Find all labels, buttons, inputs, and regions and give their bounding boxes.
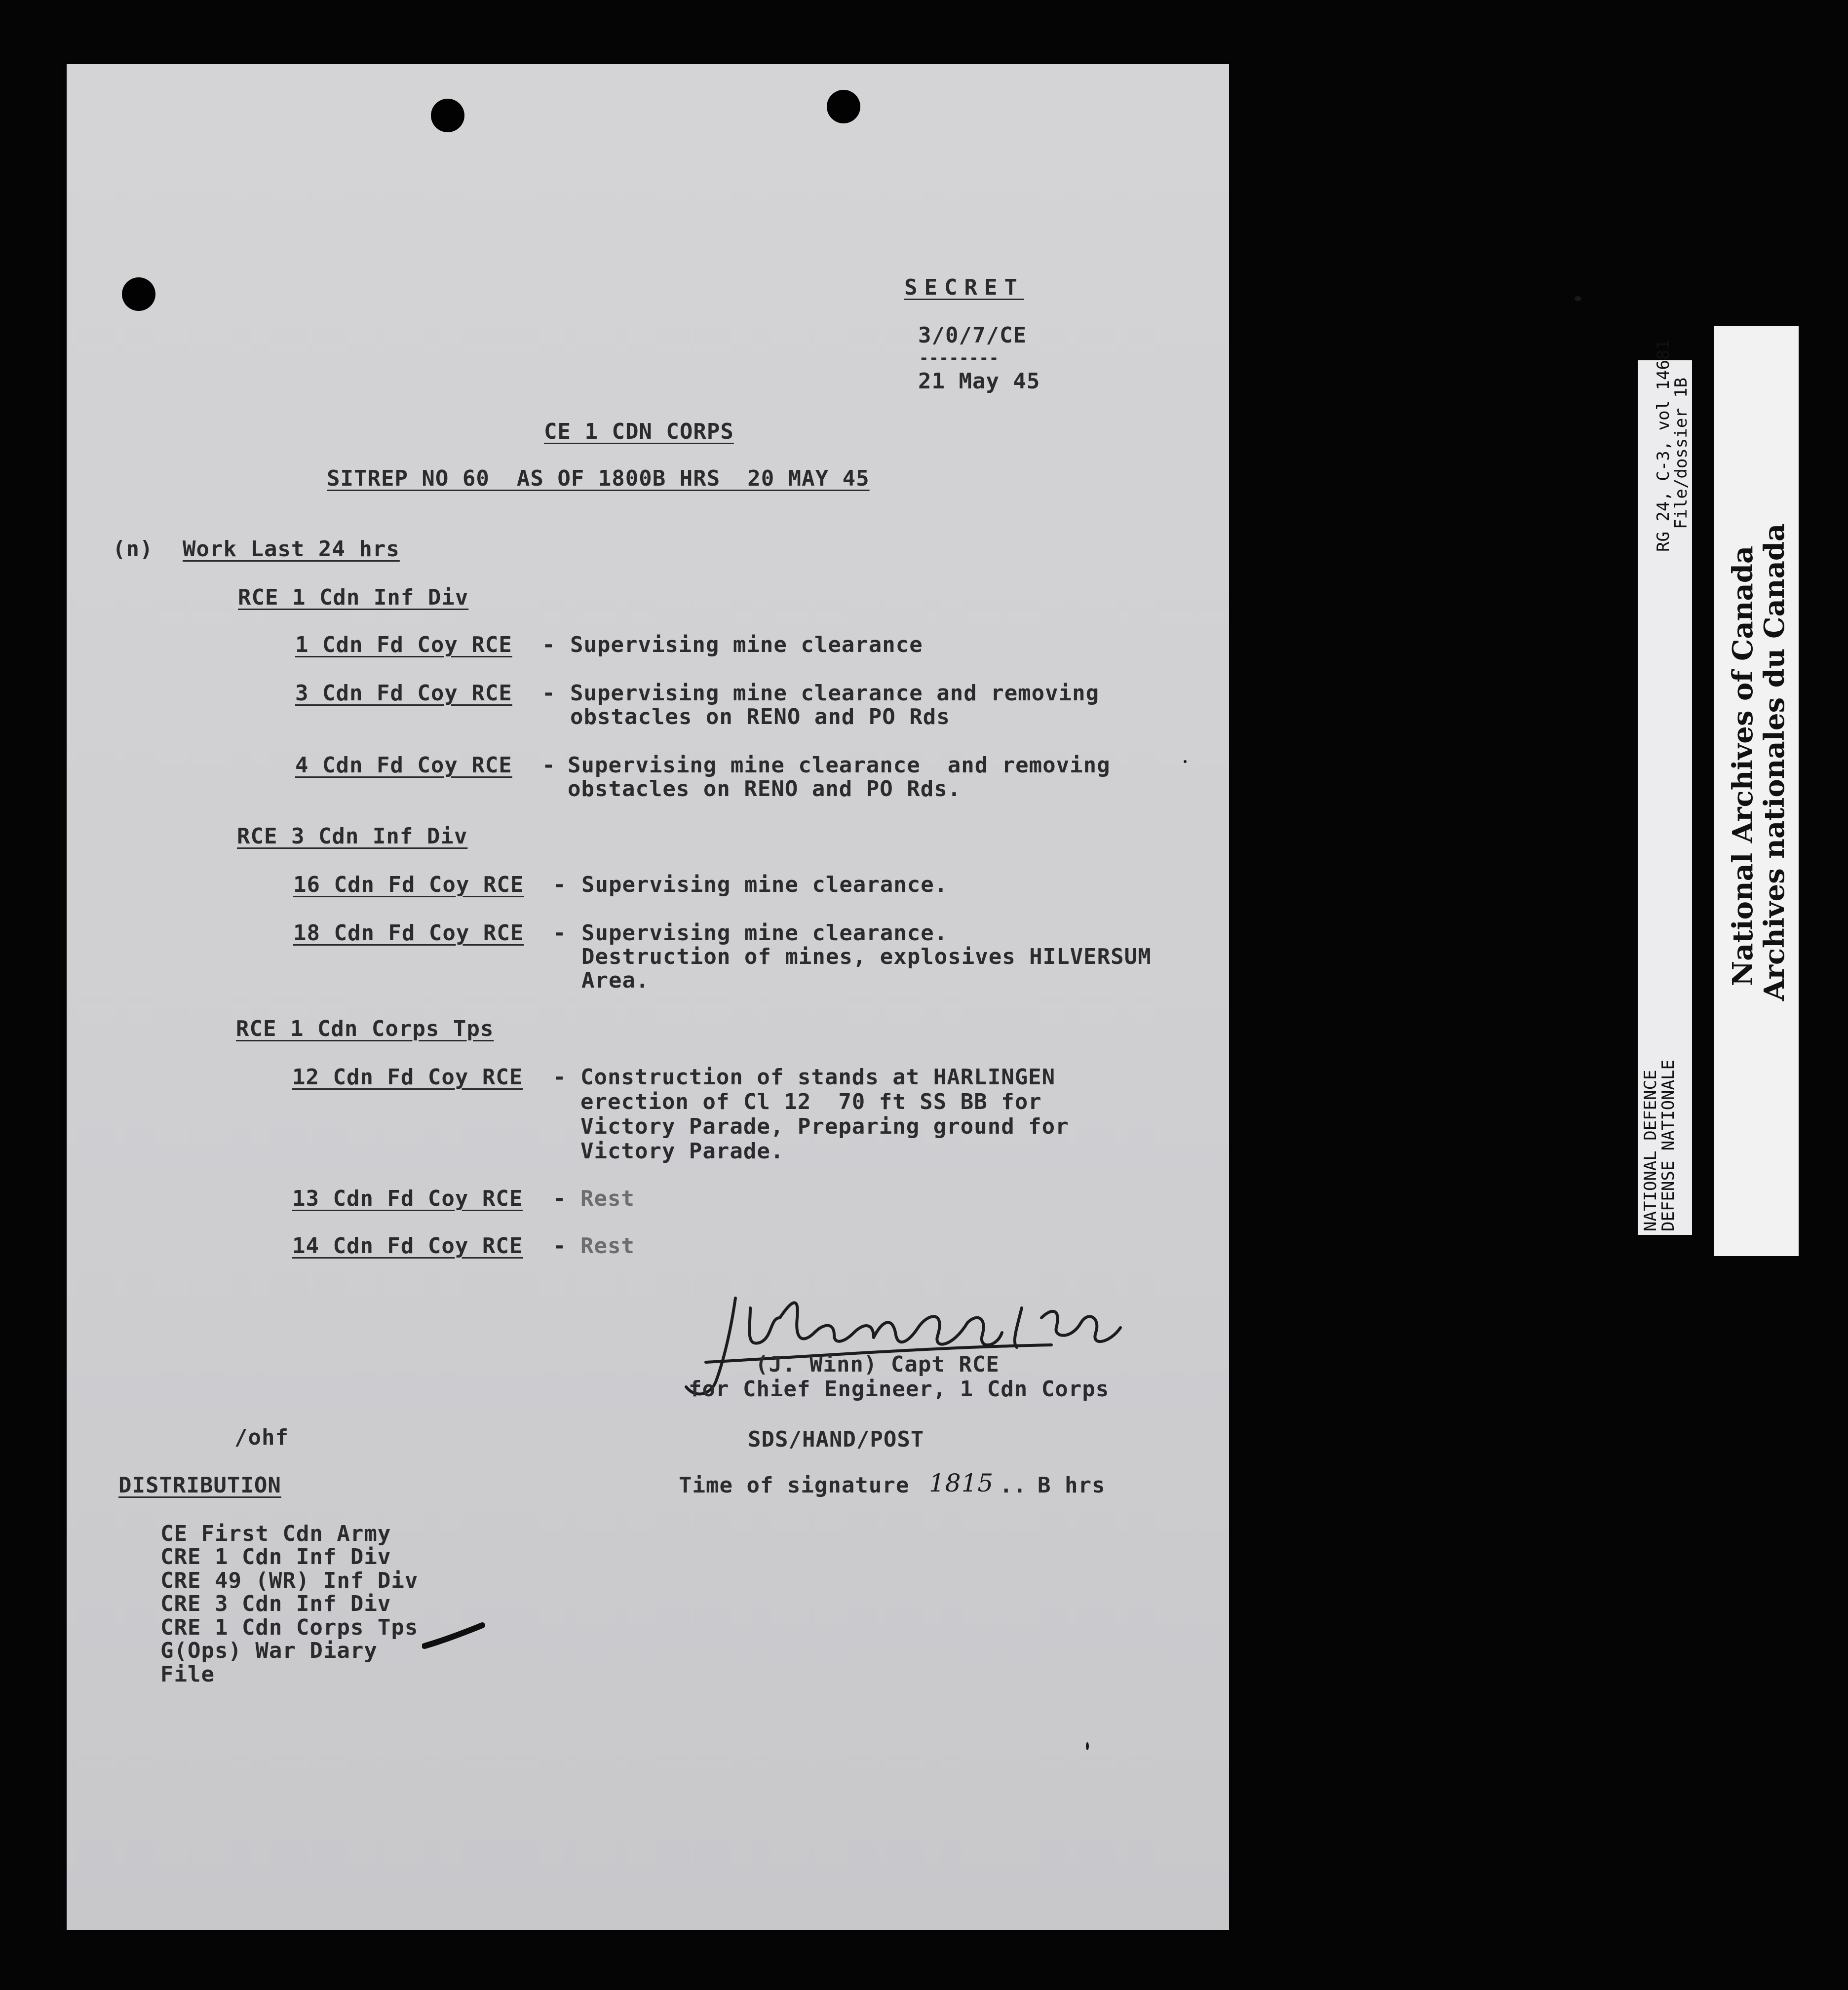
distribution-item: CRE 49 (WR) Inf Div bbox=[160, 1568, 419, 1593]
entry-dash: - bbox=[542, 632, 556, 657]
distribution-item: CRE 1 Cdn Corps Tps bbox=[160, 1615, 419, 1640]
entry-text: Area. bbox=[581, 968, 650, 993]
group-heading: RCE 3 Cdn Inf Div bbox=[237, 824, 468, 849]
signatory-name: (J. Winn) Capt RCE bbox=[755, 1352, 1000, 1377]
entry-text: erection of Cl 12 70 ft SS BB for bbox=[580, 1089, 1042, 1114]
archive-file: File/dossier 1B bbox=[1671, 377, 1691, 529]
reference-rule: -------- bbox=[919, 348, 1000, 367]
unit-name: 13 Cdn Fd Coy RCE bbox=[292, 1186, 523, 1211]
distribution-item: File bbox=[160, 1662, 215, 1687]
time-of-signature-suffix: B hrs bbox=[1038, 1473, 1106, 1498]
entry-text: Supervising mine clearance and removing bbox=[570, 681, 1100, 706]
distribution-item: G(Ops) War Diary bbox=[160, 1638, 378, 1663]
section-marker: (n) bbox=[113, 536, 154, 562]
punch-hole bbox=[431, 99, 464, 132]
department-en: NATIONAL DEFENCE bbox=[1641, 1070, 1660, 1231]
entry-dash: - bbox=[553, 1065, 567, 1090]
entry-text: Victory Parade. bbox=[580, 1139, 784, 1164]
entry-text: obstacles on RENO and PO Rds. bbox=[568, 776, 962, 802]
department-fr: DEFENSE NATIONALE bbox=[1658, 1060, 1678, 1231]
time-of-signature-label: Time of signature bbox=[679, 1473, 910, 1498]
report-date: 21 May 45 bbox=[918, 369, 1040, 394]
unit-name: 18 Cdn Fd Coy RCE bbox=[293, 920, 524, 946]
unit-name: 4 Cdn Fd Coy RCE bbox=[295, 753, 512, 778]
section-heading: Work Last 24 hrs bbox=[183, 536, 400, 562]
archives-name-en: National Archives of Canada bbox=[1727, 545, 1759, 986]
entry-dash: - bbox=[553, 920, 567, 946]
file-reference: 3/0/7/CE bbox=[918, 323, 1027, 348]
entry-dash: - bbox=[553, 1233, 567, 1259]
time-of-signature-value: 1815 bbox=[929, 1469, 994, 1497]
unit-name: 12 Cdn Fd Coy RCE bbox=[292, 1065, 523, 1090]
speck bbox=[1086, 1742, 1089, 1750]
punch-hole bbox=[827, 90, 860, 123]
entry-text: Supervising mine clearance. bbox=[581, 872, 948, 897]
entry-text: Construction of stands at HARLINGEN bbox=[580, 1065, 1056, 1090]
unit-name: 1 Cdn Fd Coy RCE bbox=[295, 632, 512, 657]
entry-dash: - bbox=[542, 681, 556, 706]
unit-name: 14 Cdn Fd Coy RCE bbox=[292, 1233, 523, 1259]
entry-text: Rest bbox=[580, 1186, 635, 1211]
report-subtitle: SITREP NO 60 AS OF 1800B HRS 20 MAY 45 bbox=[327, 466, 870, 491]
distribution-item: CRE 3 Cdn Inf Div bbox=[160, 1591, 391, 1616]
speck bbox=[1184, 760, 1187, 763]
punch-hole bbox=[122, 277, 155, 311]
unit-name: 3 Cdn Fd Coy RCE bbox=[295, 681, 512, 706]
pen-mark bbox=[422, 1621, 486, 1651]
unit-name: 16 Cdn Fd Coy RCE bbox=[293, 872, 524, 897]
archives-name-fr: Archives nationales du Canada bbox=[1758, 523, 1791, 1001]
distribution-item: CE First Cdn Army bbox=[160, 1521, 391, 1546]
entry-text: Supervising mine clearance and removing bbox=[568, 753, 1111, 778]
group-heading: RCE 1 Cdn Inf Div bbox=[238, 585, 469, 610]
entry-dash: - bbox=[542, 753, 556, 778]
entry-text: Rest bbox=[580, 1233, 635, 1259]
entry-dash: - bbox=[553, 1186, 567, 1211]
distribution-heading: DISTRIBUTION bbox=[118, 1473, 281, 1498]
entry-text: Destruction of mines, explosives HILVERSUM bbox=[581, 944, 1152, 969]
distribution-item: CRE 1 Cdn Inf Div bbox=[160, 1544, 391, 1569]
archive-reference: RG 24, C-3, vol 14681 bbox=[1654, 340, 1673, 552]
entry-text: Supervising mine clearance bbox=[570, 632, 923, 657]
dispatch-method: SDS/HAND/POST bbox=[748, 1427, 924, 1452]
entry-dash: - bbox=[553, 872, 567, 897]
classification-stamp: SECRET bbox=[904, 275, 1024, 300]
speck bbox=[1575, 296, 1581, 301]
entry-text: obstacles on RENO and PO Rds bbox=[570, 704, 950, 729]
time-leader: .. bbox=[1000, 1473, 1027, 1498]
group-heading: RCE 1 Cdn Corps Tps bbox=[236, 1016, 494, 1041]
entry-text: Supervising mine clearance. bbox=[581, 920, 948, 946]
entry-text: Victory Parade, Preparing ground for bbox=[580, 1114, 1069, 1139]
typist-initials: /ohf bbox=[234, 1425, 289, 1450]
signatory-title: for Chief Engineer, 1 Cdn Corps bbox=[689, 1377, 1110, 1402]
report-title: CE 1 CDN CORPS bbox=[544, 419, 734, 444]
